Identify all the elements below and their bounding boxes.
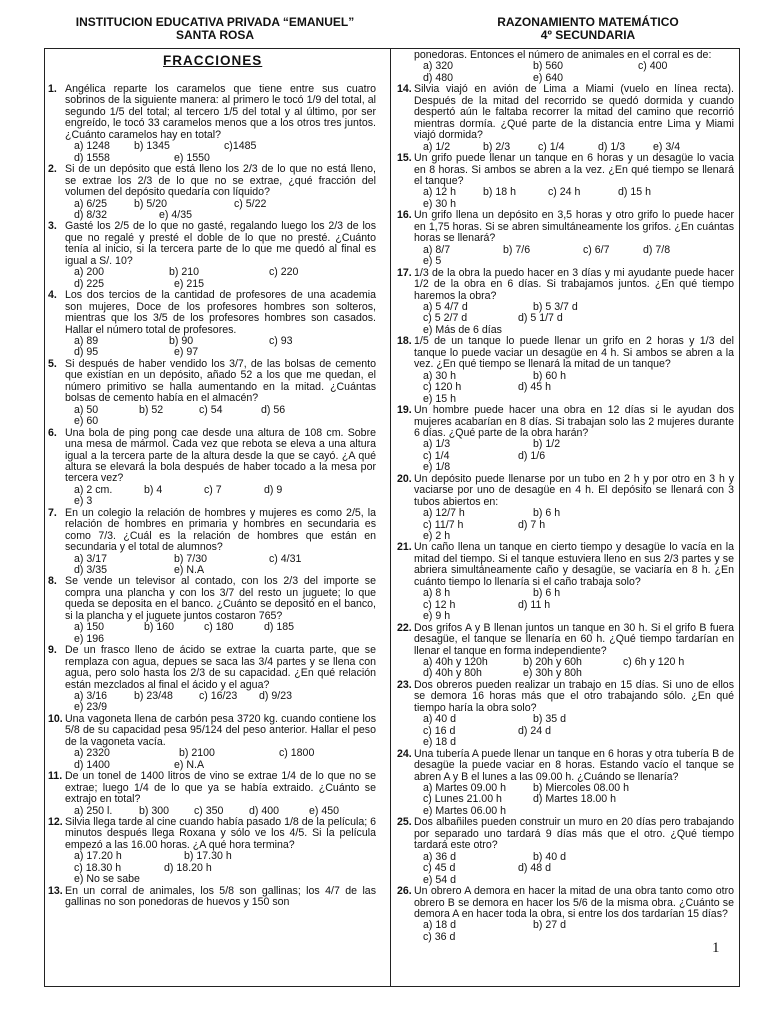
answer-option: d) 400 xyxy=(249,804,280,817)
answer-option: a) 2 cm. xyxy=(74,483,113,496)
answer-option: d) 1/3 xyxy=(598,140,626,153)
answer-option: b) 7/30 xyxy=(174,552,207,565)
question-item xyxy=(397,474,734,543)
answer-option: e) 15 h xyxy=(423,392,456,405)
answer-option: c)1485 xyxy=(224,140,257,153)
answer-option: e) 30h y 80h xyxy=(523,667,582,680)
page-title: FRACCIONES xyxy=(163,53,263,68)
question-number: 11. xyxy=(48,770,63,783)
answer-option: c) 400 xyxy=(638,60,668,73)
answer-option: d) 9 xyxy=(264,483,283,496)
answer-options xyxy=(414,920,734,943)
question-item xyxy=(48,576,376,645)
answer-options xyxy=(414,371,734,405)
answer-option: e) 2 h xyxy=(423,530,451,543)
question-number: 25. xyxy=(397,816,412,829)
answer-option: b) 35 d xyxy=(533,713,566,726)
answer-option: a) 50 xyxy=(74,403,99,416)
question-item xyxy=(397,542,734,622)
question-item xyxy=(397,623,734,680)
question-number: 22. xyxy=(397,621,412,634)
answer-option: a) Martes 09.00 h xyxy=(423,782,507,794)
question-number: 19. xyxy=(397,404,412,417)
answer-option: d) 95 xyxy=(74,346,99,359)
question-item xyxy=(397,268,734,337)
answer-option: b) 52 xyxy=(139,403,164,416)
answer-option: e) 196 xyxy=(74,632,105,645)
answer-options xyxy=(65,199,376,222)
answer-option: e) 1/8 xyxy=(423,461,451,474)
answer-option: c) 11/7 h xyxy=(423,518,464,531)
answer-option: c) 350 xyxy=(194,804,224,817)
answer-options xyxy=(414,302,734,336)
question-text: Gasté los 2/5 de lo que no gasté, regalando luego los 2/3 de los que no regalé y presté el doble de lo que no presté. ¿Cuánto tenía al inicio, si la tercera parte de lo que me quedó al final es igual a S/. 10? xyxy=(65,220,376,267)
question-number: 6. xyxy=(48,426,57,439)
question-item xyxy=(397,153,734,210)
question-number: 23. xyxy=(397,678,412,691)
question-item xyxy=(397,405,734,474)
question-text: Se vende un televisor al contado, con los 2/3 del importe se compra una plancha y con los 3/7 del resto un juguete; lo que queda se deposita en el banco. ¿Cuánto se depositó en el banco, si la plancha y el juguete juntos costaron 765? xyxy=(65,575,376,622)
answer-options xyxy=(414,61,734,84)
answer-option: a) 1/2 xyxy=(423,140,451,153)
answer-option: b) 210 xyxy=(169,266,200,279)
answer-option: b) 4 xyxy=(144,483,163,496)
question-item xyxy=(397,749,734,818)
answer-option: e) 54 d xyxy=(423,873,456,886)
answer-option: d) 18.20 h xyxy=(164,861,212,874)
question-number: 4. xyxy=(48,289,57,302)
question-number: 8. xyxy=(48,575,57,588)
answer-option: b) 6 h xyxy=(533,587,561,600)
answer-option: a) 2320 xyxy=(74,747,110,760)
question-text: Un hombre puede hacer una obra en 12 días si le ayudan dos mujeres acabarían en 8 días. Si trabajan solo las 2 mujeres durante 6 días. ¿Qué parte de la obra harán? xyxy=(414,404,734,439)
school-place: SANTA ROSA xyxy=(176,28,254,42)
answer-option: c) 16 d xyxy=(423,724,456,737)
question-number: 21. xyxy=(397,541,412,554)
answer-option: d) 56 xyxy=(261,403,286,416)
question-number: 3. xyxy=(48,220,57,233)
question-text: Un caño llena un tanque en cierto tiempo y desagüe lo vacía en la mitad del tiempo. Si el tanque estuviera lleno en sus 2/3 partes y se abriera simultáneamente caño y desagüe, se vaciaría en 8 h. ¿En cuánto tiempo lo llenaría si el caño trabaja solo? xyxy=(414,541,734,588)
answer-option: d) 185 xyxy=(264,621,295,634)
answer-option: d) 15 h xyxy=(618,186,651,199)
answer-option: a) 8 h xyxy=(423,587,451,600)
answer-option: d) Martes 18.00 h xyxy=(533,793,617,806)
question-item xyxy=(48,714,376,771)
answer-option: c) 54 xyxy=(199,403,223,416)
question-text: Dos albañiles pueden construir un muro en 20 días pero trabajando por separado uno tardará 9 días más que el otro. ¿Qué tiempo tardará este otro? xyxy=(414,816,734,852)
question-item xyxy=(48,428,376,508)
answer-option: d) 45 h xyxy=(518,381,551,394)
answer-option: e) 215 xyxy=(174,277,205,290)
answer-option: d) 7/8 xyxy=(643,243,671,256)
question-item xyxy=(397,50,734,84)
answer-option: b) 300 xyxy=(139,804,170,817)
question-text: Si después de haber vendido los 3/7, de las bolsas de cemento que existían en un depósito, añado 52 a los que me quedan, el número primitivo se halla aumentando en la mitad. ¿Cuántas bolsas de cemento había en el almacén? xyxy=(65,357,376,405)
question-number: 26. xyxy=(397,885,412,898)
answer-option: a) 1/3 xyxy=(423,438,451,451)
answer-option: b) 7/6 xyxy=(503,243,531,256)
answer-option: e) 3/4 xyxy=(653,140,681,153)
answer-option: e) 23/9 xyxy=(74,701,107,714)
answer-options xyxy=(414,714,734,748)
answer-options xyxy=(65,691,376,714)
answer-option: d) 225 xyxy=(74,277,105,290)
answer-option: a) 18 d xyxy=(423,919,456,932)
answer-option: e) 97 xyxy=(174,346,199,359)
answer-option: b) 160 xyxy=(144,621,175,634)
question-number: 9. xyxy=(48,644,57,657)
question-item xyxy=(48,817,376,886)
answer-option: a) 150 xyxy=(74,621,105,634)
answer-option: d) 1558 xyxy=(74,151,110,164)
grade-level: 4º SECUNDARIA xyxy=(540,28,636,42)
answer-option: b) 2/3 xyxy=(483,140,511,153)
answer-option: b) 560 xyxy=(533,60,564,73)
school-name: INSTITUCION EDUCATIVA PRIVADA “EMANUEL” xyxy=(75,15,355,29)
answer-option: c) 6/7 xyxy=(583,243,610,256)
question-text: 1/5 de un tanque lo puede llenar un grifo en 2 horas y 1/3 del tanque lo puede vaciar un desagüe en 4 h. Si ambos se abren a la vez. ¿En qué tiempo se llenará la mitad de un tanque? xyxy=(414,335,734,371)
answer-option: c) 36 d xyxy=(423,930,456,943)
answer-options xyxy=(414,439,734,473)
answer-option: e) N.A xyxy=(174,758,205,771)
header-left xyxy=(50,16,380,42)
question-number: 2. xyxy=(48,163,57,176)
question-number: 24. xyxy=(397,747,412,760)
answer-option: b) 90 xyxy=(169,334,194,347)
answer-option: e) 640 xyxy=(533,71,564,84)
answer-option: d) 1400 xyxy=(74,758,110,771)
answer-options xyxy=(65,485,376,508)
answer-option: c) 12 h xyxy=(423,598,456,611)
answer-option: a) 3/17 xyxy=(74,552,107,565)
question-item xyxy=(48,164,376,221)
answer-option: b) 2100 xyxy=(179,747,215,760)
page-number: 1 xyxy=(712,940,720,956)
question-item xyxy=(48,290,376,359)
question-item xyxy=(48,221,376,290)
answer-option: a) 6/25 xyxy=(74,197,107,210)
answer-options xyxy=(414,187,734,210)
answer-option: e) 4/35 xyxy=(159,208,192,221)
answer-option: e) 30 h xyxy=(423,197,456,210)
answer-option: b) 5/20 xyxy=(134,197,167,210)
answer-option: e) 3 xyxy=(74,495,93,508)
answer-options xyxy=(414,508,734,542)
answer-options xyxy=(414,783,734,817)
answer-options xyxy=(414,657,734,680)
answer-options xyxy=(65,554,376,577)
answer-option: a) 30 h xyxy=(423,369,456,382)
answer-option: e) Más de 6 días xyxy=(423,323,502,336)
answer-options xyxy=(65,851,376,885)
question-text: Una bola de ping pong cae desde una altura de 108 cm. Sobre una mesa de mármol. Cada vez que rebota se eleva a una altura igual a la tercera parte de la altura desde la que se cayó. ¿A qué altura se elevará la bola después de haber tocado a la mesa por tercera vez? xyxy=(65,426,376,485)
subject-name: RAZONAMIENTO MATEMÁTICO xyxy=(497,15,679,29)
answer-option: c) 18.30 h xyxy=(74,861,122,874)
answer-options xyxy=(414,588,734,622)
answer-option: d) 24 d xyxy=(518,724,551,737)
question-item xyxy=(48,359,376,428)
answer-option: a) 12/7 h xyxy=(423,507,465,520)
answer-option: b) Miercoles 08.00 h xyxy=(533,782,629,794)
answer-option: c) 1/4 xyxy=(538,140,565,153)
answer-option: c) 16/23 xyxy=(199,690,238,703)
question-text: En un corral de animales, los 5/8 son gallinas; los 4/7 de las gallinas no son ponedoras de huevos y 150 son xyxy=(65,884,376,909)
answer-option: c) 5 2/7 d xyxy=(423,312,468,325)
answer-options xyxy=(65,748,376,771)
answer-option: c) 6h y 120 h xyxy=(623,656,685,669)
answer-options xyxy=(65,622,376,645)
question-number: 12. xyxy=(48,816,63,828)
question-text: Un grifo puede llenar un tanque en 6 horas y un desagüe lo vacia en 8 horas. Si ambos se abren a la vez. ¿En qué tiempo se llenará el tanque? xyxy=(414,152,734,187)
question-item xyxy=(48,84,376,164)
question-text: Angélica reparte los caramelos que tiene entre sus cuatro sobrinos de la siguiente manera: al primero le tocó 1/9 del total, al segundo 1/5 del total; al tercero 1/5 del total y al último, por ser engreído, le tocó 33 caramelos menos que a los otros tres juntos. ¿Cuánto caramelos hay en total? xyxy=(65,83,376,141)
question-number: 15. xyxy=(397,152,412,165)
answer-option: d) 480 xyxy=(423,71,454,84)
question-item xyxy=(48,645,376,714)
answer-option: b) 40 d xyxy=(533,850,566,863)
question-item xyxy=(48,886,376,909)
question-item xyxy=(48,508,376,577)
answer-option: c) 45 d xyxy=(423,862,456,875)
question-text: Si de un depósito que está lleno los 2/3 de lo que no está lleno, se extrae los 2/3 de lo que no se extrae, ¿qué fracción del volumen del depósito quedaría con líquido? xyxy=(65,163,376,199)
answer-option: d) 3/35 xyxy=(74,564,107,577)
question-number: 18. xyxy=(397,335,412,348)
question-text: De un tonel de 1400 litros de vino se extrae 1/4 de lo que no se extrae; luego 1/4 de lo que ya se había extraido. ¿Cuánto se extrajo en total? xyxy=(65,770,376,806)
answer-option: d) 48 d xyxy=(518,862,551,875)
answer-options xyxy=(414,245,734,268)
column-divider xyxy=(390,48,391,987)
question-text: De un frasco lleno de ácido se extrae la cuarta parte, que se remplaza con agua, depues se saca las 3/4 partes y se llena con agua, pero solo hasta los 2/3 de su capacidad. ¿En qué relación están mezclados al final el ácido y el agua? xyxy=(65,644,376,691)
answer-option: c) 1/4 xyxy=(423,449,450,462)
answer-option: b) 1345 xyxy=(134,140,170,153)
answer-option: a) 12 h xyxy=(423,186,456,199)
answer-option: b) 27 d xyxy=(533,919,566,932)
answer-option: a) 17.20 h xyxy=(74,850,122,863)
question-text: Una vagoneta llena de carbón pesa 3720 kg. cuando contiene los 5/8 de su capacidad pesa 95/124 del peso anterior. Hallar el peso de la vagoneta vacía. xyxy=(65,712,376,748)
question-text: Silvia llega tarde al cine cuando había pasado 1/8 de la película; 6 minutos después llega Roxana y sólo ve los 4/5. Si la película empezó a las 16.00 horas. ¿A qué hora termina? xyxy=(65,816,376,851)
question-item xyxy=(397,817,734,886)
question-text: Un grifo llena un depósito en 3,5 horas y otro grifo lo puede hacer en 1,75 horas. Si se abren simultáneamente los grifos. ¿En cuántas horas se llenará? xyxy=(414,209,734,245)
question-number: 13. xyxy=(48,884,63,897)
header-right xyxy=(438,16,738,42)
answer-option: a) 1248 xyxy=(74,140,110,153)
answer-option: c) 1800 xyxy=(279,747,315,760)
question-text: ponedoras. Entonces el número de animales en el corral es de: xyxy=(414,49,712,61)
answer-option: b) 60 h xyxy=(533,369,566,382)
answer-option: a) 5 4/7 d xyxy=(423,300,468,313)
answer-option: b) 1/2 xyxy=(533,438,561,451)
answer-option: a) 200 xyxy=(74,266,105,279)
answer-option: e) 5 xyxy=(423,255,442,268)
question-text: Un obrero A demora en hacer la mitad de una obra tanto como otro obrero B se demora en hacer los 5/6 de la misma obra. ¿Cuánto se demora A en hacer toda la obra, si entre los dos tardarían 15 días? xyxy=(414,885,734,920)
question-text: Los dos tercios de la cantidad de profesores de una academia son mujeres, Doce de los profesores hombres son solteros, mientras que los 3/5 de los profesores hombres son casados. Hallar el número total de profesores. xyxy=(65,289,376,336)
question-text: Una tubería A puede llenar un tanque en 6 horas y otra tubería B de desagüe la puede vaciar en 8 horas. Estando vacío el tanque se abren A y B el lunes a las 09.00 h. ¿Cuándo se llenaría? xyxy=(414,747,734,783)
answer-options xyxy=(65,336,376,359)
answer-option: c) 7 xyxy=(204,483,222,496)
question-text: Un depósito puede llenarse por un tubo en 2 h y por otro en 3 h y vaciarse por uno de desagüe en 4 h. El depósito se llenará con 3 tubos abiertos en: xyxy=(414,472,734,508)
answer-option: d) 5 1/7 d xyxy=(518,312,563,325)
answer-option: c) 180 xyxy=(204,621,234,634)
question-text: Dos obreros pueden realizar un trabajo en 15 días. Si uno de ellos se demora 16 horas más que el otro trabajando sólo. ¿En qué tiempo haría la obra solo? xyxy=(414,678,734,714)
question-text: Dos grifos A y B llenan juntos un tanque en 30 h. Si el grifo B fuera desagüe, el tanque se llenaría en 60 h. ¿Qué tiempo tardarían en llenar el tanque en forma independiente? xyxy=(414,621,734,657)
question-number: 10. xyxy=(48,712,63,725)
question-number: 7. xyxy=(48,506,57,519)
answer-option: d) 40h y 80h xyxy=(423,667,482,680)
answer-option: b) 6 h xyxy=(533,507,561,520)
question-item xyxy=(397,886,734,943)
question-number: 14. xyxy=(397,83,412,96)
answer-option: e) 60 xyxy=(74,415,99,428)
question-text: En un colegio la relación de hombres y mujeres es como 2/5, la relación de hombres en primaria y hombres en secundaria es como 7/3. ¿Cuál es la relación de hombres que están en secundaria y el total de alumnos? xyxy=(65,506,376,554)
answer-option: d) 9/23 xyxy=(259,690,292,703)
question-item xyxy=(397,680,734,749)
answer-options xyxy=(65,267,376,290)
question-text: Silvia viajó en avión de Lima a Miami (vuelo en línea recta). Después de la mitad del recorrido se quedó dormida y cuando despertó aún le faltaba recorrer la mitad del camino que recorrió mientras dormía. ¿Qué parte de la distancia entre Lima y Miami viajó dormida? xyxy=(414,83,734,142)
answer-option: e) N.A xyxy=(174,564,205,577)
answer-options xyxy=(414,852,734,886)
answer-option: a) 89 xyxy=(74,334,99,347)
answer-option: c) Lunes 21.00 h xyxy=(423,793,502,806)
left-column xyxy=(48,84,376,909)
answer-option: e) Martes 06.00 h xyxy=(423,804,507,817)
answer-option: e) 18 d xyxy=(423,736,456,749)
answer-option: c) 220 xyxy=(269,266,299,279)
question-number: 17. xyxy=(397,266,412,279)
answer-options xyxy=(65,141,376,164)
question-item xyxy=(397,210,734,267)
answer-option: b) 23/48 xyxy=(134,690,173,703)
answer-option: e) 9 h xyxy=(423,610,451,623)
answer-option: c) 24 h xyxy=(548,186,581,199)
question-number: 20. xyxy=(397,472,412,485)
answer-option: a) 320 xyxy=(423,60,454,73)
question-text: 1/3 de la obra la puedo hacer en 3 días y mi ayudante puede hacer 1/2 de la obra en 6 días. Si trabajamos juntos. ¿En qué tiempo haremos la obra? xyxy=(414,266,734,302)
right-column xyxy=(397,50,734,943)
answer-option: c) 5/22 xyxy=(234,197,267,210)
question-item xyxy=(397,336,734,405)
answer-option: b) 5 3/7 d xyxy=(533,300,578,313)
answer-option: d) 1/6 xyxy=(518,449,546,462)
question-item xyxy=(397,84,734,153)
answer-option: e) 450 xyxy=(309,804,340,817)
answer-option: b) 20h y 60h xyxy=(523,656,582,669)
question-number: 5. xyxy=(48,357,57,370)
answer-option: a) 36 d xyxy=(423,850,456,863)
answer-option: b) 17.30 h xyxy=(184,850,232,863)
answer-option: d) 8/32 xyxy=(74,208,107,221)
answer-option: c) 4/31 xyxy=(269,552,302,565)
question-item xyxy=(48,771,376,817)
answer-option: a) 3/16 xyxy=(74,690,107,703)
answer-option: a) 40 d xyxy=(423,713,456,726)
answer-option: a) 250 l. xyxy=(74,804,113,817)
answer-options xyxy=(65,405,376,428)
answer-option: a) 8/7 xyxy=(423,243,451,256)
question-number: 16. xyxy=(397,209,412,222)
answer-option: e) No se sabe xyxy=(74,873,140,886)
answer-option: d) 7 h xyxy=(518,518,546,531)
answer-option: e) 1550 xyxy=(174,151,210,164)
answer-option: d) 11 h xyxy=(518,598,551,611)
answer-option: c) 120 h xyxy=(423,381,462,394)
question-number: 1. xyxy=(48,83,57,95)
answer-option: c) 93 xyxy=(269,334,293,347)
answer-option: a) 40h y 120h xyxy=(423,656,488,669)
answer-option: b) 18 h xyxy=(483,186,516,199)
